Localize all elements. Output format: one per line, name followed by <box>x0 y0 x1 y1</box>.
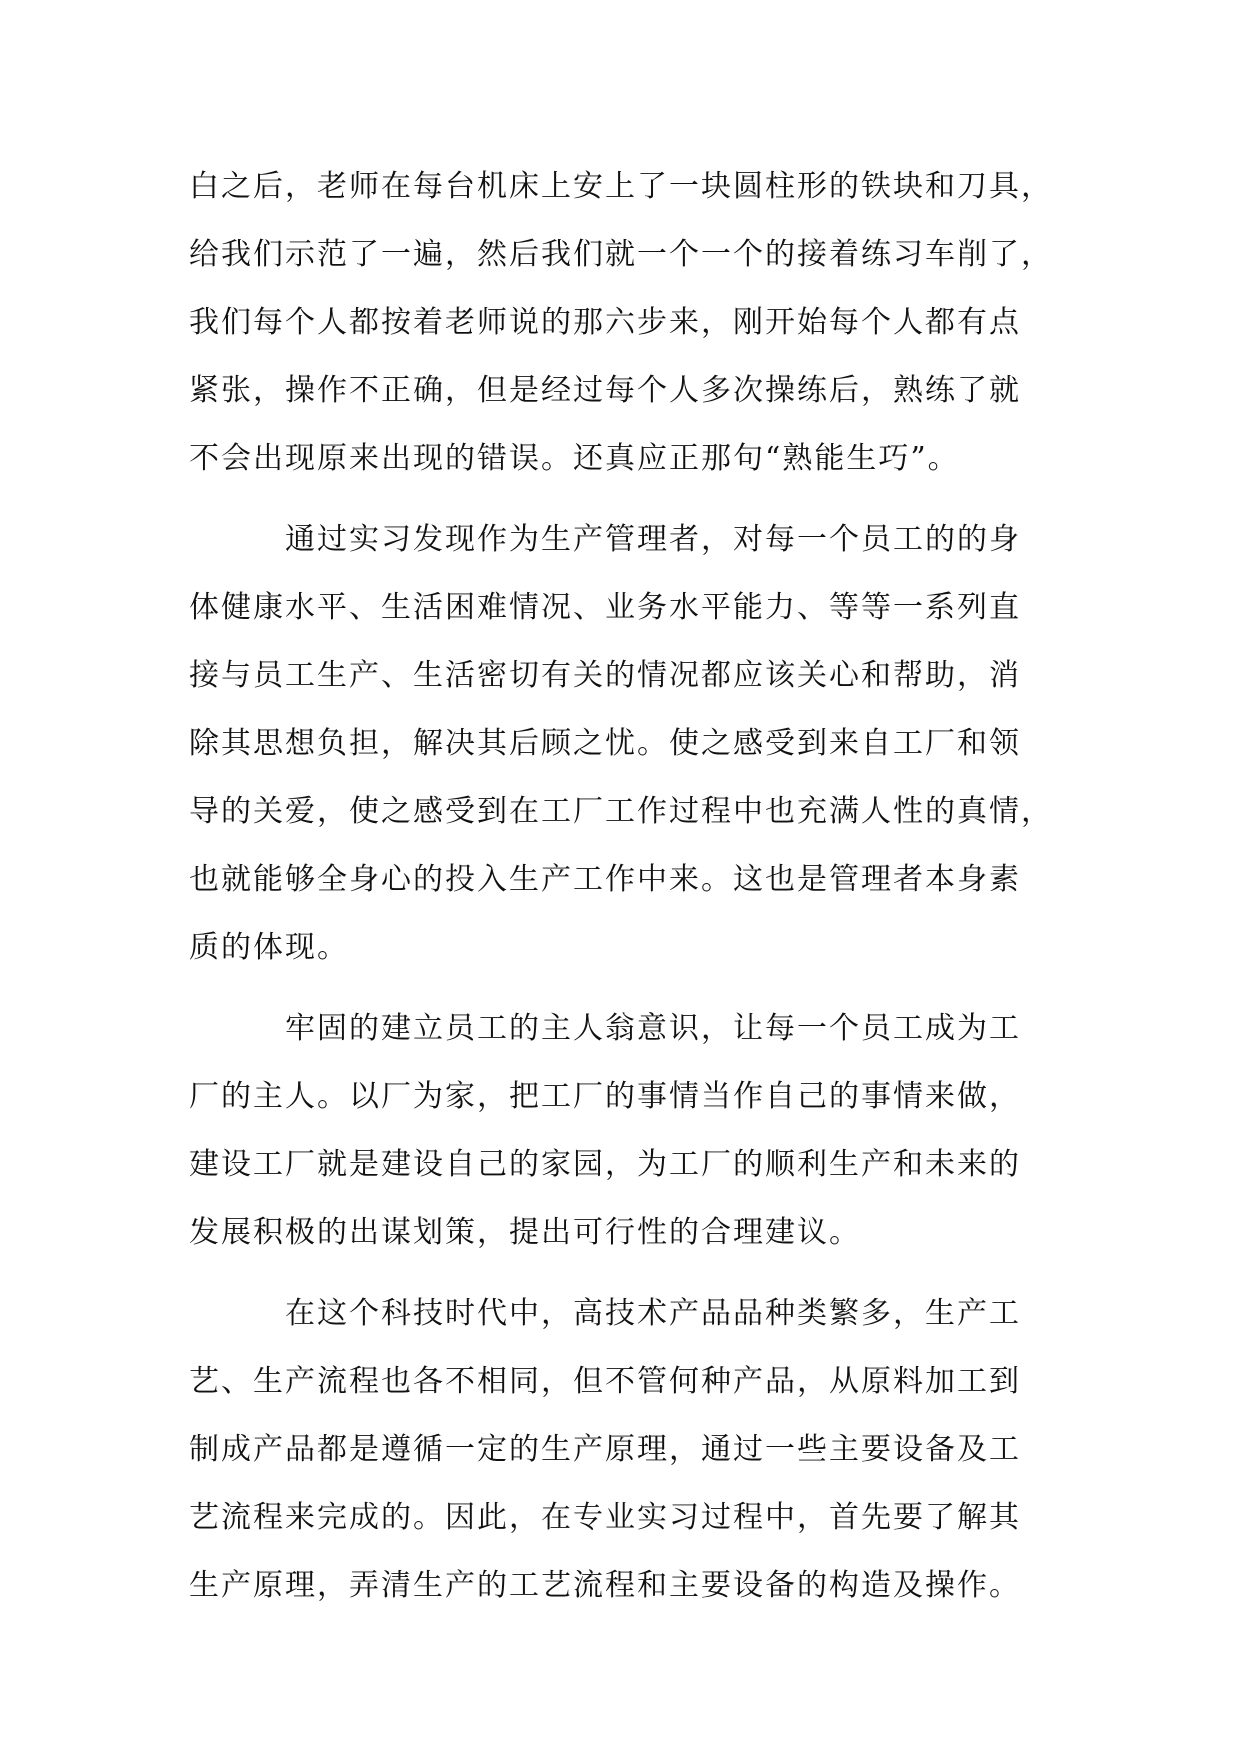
text-line: 在这个科技时代中，高技术产品品种类繁多，生产工 <box>285 1296 1021 1331</box>
text-line: 除其思想负担，解决其后顾之忧。使之感受到来自工厂和领 <box>189 726 1021 761</box>
text-line: 通过实习发现作为生产管理者，对每一个员工的的身 <box>285 522 1021 557</box>
text-line: 艺流程来完成的。因此，在专业实习过程中，首先要了解其 <box>189 1500 1021 1535</box>
text-line: 质的体现。 <box>189 930 349 965</box>
text-line: 紧张，操作不正确，但是经过每个人多次操练后，熟练了就 <box>189 373 1021 408</box>
text-line: 厂的主人。以厂为家，把工厂的事情当作自己的事情来做， <box>189 1079 1021 1114</box>
paragraph-4 <box>189 1280 1069 1620</box>
text-line: 牢固的建立员工的主人翁意识，让每一个员工成为工 <box>285 1011 1021 1046</box>
text-line: 我们每个人都按着老师说的那六步来，刚开始每个人都有点 <box>189 305 1021 340</box>
text-line: 导的关爱，使之感受到在工厂工作过程中也充满人性的真情， <box>189 794 1053 829</box>
text-line: 建设工厂就是建设自己的家园，为工厂的顺利生产和未来的 <box>189 1147 1021 1182</box>
text-line: 体健康水平、生活困难情况、业务水平能力、等等一系列直 <box>189 590 1021 625</box>
text-line: 白之后，老师在每台机床上安上了一块圆柱形的铁块和刀具， <box>189 169 1053 204</box>
text-line: 生产原理，弄清生产的工艺流程和主要设备的构造及操作。 <box>189 1568 1021 1603</box>
paragraph-3 <box>189 995 1069 1267</box>
text-line: 不会出现原来出现的错误。还真应正那句“熟能生巧”。 <box>189 441 960 476</box>
text-line: 给我们示范了一遍，然后我们就一个一个的接着练习车削了， <box>189 237 1053 272</box>
text-line: 也就能够全身心的投入生产工作中来。这也是管理者本身素 <box>189 862 1021 897</box>
text-line: 制成产品都是遵循一定的生产原理，通过一些主要设备及工 <box>189 1432 1021 1467</box>
paragraph-1 <box>189 153 1069 493</box>
paragraph-2 <box>189 506 1069 982</box>
text-line: 接与员工生产、生活密切有关的情况都应该关心和帮助，消 <box>189 658 1021 693</box>
text-line: 发展积极的出谋划策，提出可行性的合理建议。 <box>189 1215 861 1250</box>
text-line: 艺、生产流程也各不相同，但不管何种产品，从原料加工到 <box>189 1364 1021 1399</box>
